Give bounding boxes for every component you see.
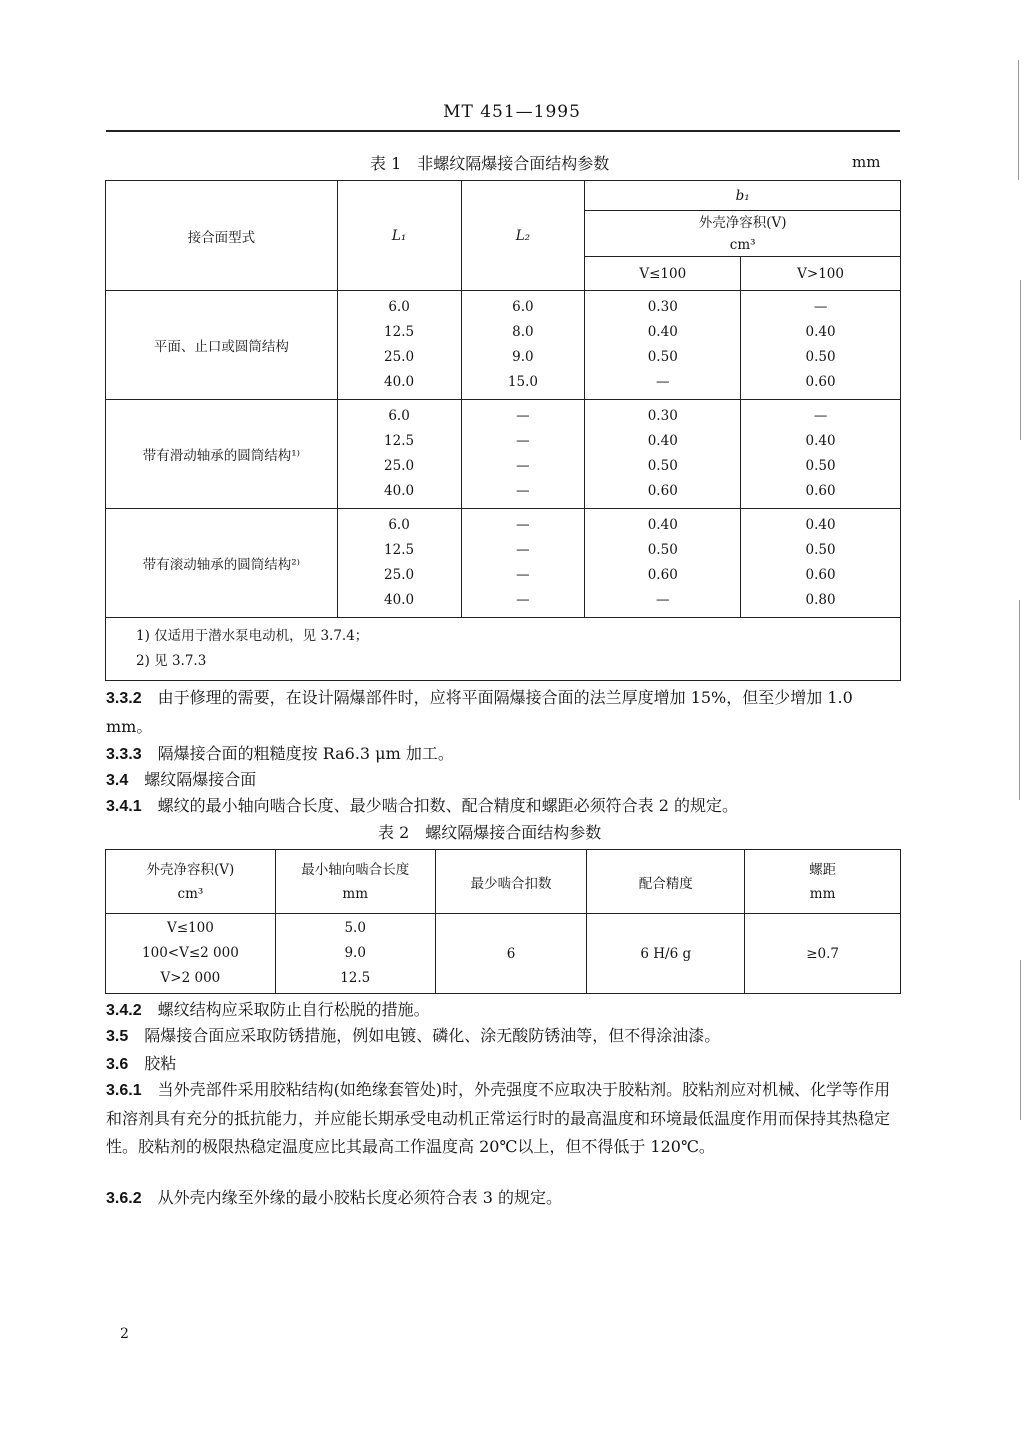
clause-text: 隔爆接合面应采取防锈措施，例如电镀、磷化、涂无酸防锈油等，但不得涂油漆。: [144, 1026, 721, 1045]
cell-value: —: [516, 408, 530, 424]
clause-text: 由于修理的需要，在设计隔爆部件时，应将平面隔爆接合面的法兰厚度增加 15%，但至少增加 1.0 mm。: [106, 688, 853, 736]
table1-unit: mm: [852, 153, 881, 171]
cell-value: —: [656, 592, 670, 608]
table1-group-row: [106, 400, 901, 509]
scan-artifact-line: [1019, 600, 1020, 800]
scan-artifact-line: [1018, 60, 1019, 180]
cell-value: 0.60: [805, 567, 836, 583]
cell-value: 0.40: [647, 324, 678, 340]
t2-pitch-value: ≥0.7: [745, 914, 901, 994]
cell-value: 12.5: [340, 970, 371, 986]
cell-value: 0.50: [805, 458, 836, 474]
cell-value: 0.50: [647, 458, 678, 474]
group-l1-values: [337, 509, 461, 618]
group-l2-values: [461, 291, 585, 400]
clause-text: 螺纹隔爆接合面: [144, 770, 257, 789]
paragraph-3-3-3: [106, 740, 904, 769]
paragraph-3-4-2: [106, 996, 904, 1025]
group-vle-values: [585, 400, 741, 509]
t2-threads-value: 6: [435, 914, 587, 994]
clause-number: 3.4: [106, 772, 129, 789]
cell-value: —: [813, 408, 828, 424]
cell-value: 12.5: [384, 324, 415, 340]
group-vgt-values: [741, 400, 901, 509]
paragraph-3-4-1: [106, 792, 904, 821]
header-v-le: V≤100: [585, 257, 741, 291]
t2-volume-values: [106, 914, 276, 994]
cell-value: 25.0: [384, 567, 415, 583]
page-number: 2: [120, 1326, 129, 1342]
header-volume-unit: cm³: [729, 236, 756, 253]
cell-value: 0.60: [647, 483, 678, 499]
cell-value: 0.40: [805, 517, 836, 533]
cell-value: 0.40: [647, 517, 678, 533]
cell-value: 12.5: [384, 542, 415, 558]
t2-header-pitch: [745, 850, 901, 914]
header-volume: [585, 211, 901, 257]
paragraph-3-5: [106, 1022, 904, 1051]
t2-header-length: [275, 850, 435, 914]
cell-value: 25.0: [384, 458, 415, 474]
table1-group-row: [106, 509, 901, 618]
group-type: 带有滑动轴承的圆筒结构¹⁾: [106, 400, 338, 509]
header-rule: [106, 130, 900, 132]
clause-text: 螺纹的最小轴向啮合长度、最少啮合扣数、配合精度和螺距必须符合表 2 的规定。: [157, 796, 738, 815]
clause-text: 从外壳内缘至外缘的最小胶粘长度必须符合表 3 的规定。: [157, 1188, 562, 1207]
cell-value: 0.30: [647, 408, 678, 424]
paragraph-3-3-2: [106, 684, 904, 741]
cell-value: 40.0: [384, 592, 415, 608]
cell-value: —: [516, 458, 530, 474]
cell-value: 25.0: [384, 349, 415, 365]
cell-value: 6.0: [388, 299, 410, 315]
clause-number: 3.4.2: [106, 1002, 142, 1019]
group-vle-values: [585, 509, 741, 618]
table1-caption: 表 1 非螺纹隔爆接合面结构参数: [370, 154, 610, 173]
cell-value: 6.0: [388, 517, 410, 533]
clause-text: 隔爆接合面的粗糙度按 Ra6.3 μm 加工。: [157, 744, 454, 763]
cell-value: 0.40: [805, 324, 836, 340]
cell-value: —: [516, 433, 530, 449]
cell-value: 0.40: [805, 433, 836, 449]
header-v-gt: V>100: [741, 257, 901, 291]
clause-number: 3.3.2: [106, 690, 142, 707]
cell-value: 0.30: [647, 299, 678, 315]
cell-value: 0.60: [805, 483, 836, 499]
clause-number: 3.4.1: [106, 798, 142, 815]
cell-value: 8.0: [512, 324, 534, 340]
clause-number: 3.3.3: [106, 746, 142, 763]
clause-text: 螺纹结构应采取防止自行松脱的措施。: [157, 1000, 430, 1019]
header-l1: L₁: [337, 181, 461, 291]
t2-header-volume: [106, 850, 276, 914]
t2-header-fit: 配合精度: [587, 850, 745, 914]
group-vgt-values: [741, 509, 901, 618]
group-type: 平面、止口或圆筒结构: [106, 291, 338, 400]
cell-value: —: [516, 483, 530, 499]
table2-caption: 表 2 螺纹隔爆接合面结构参数: [378, 823, 602, 842]
t2-header-length-unit: mm: [342, 885, 369, 902]
cell-value: 0.40: [647, 433, 678, 449]
cell-value: 0.50: [805, 349, 836, 365]
header-type: 接合面型式: [106, 181, 338, 291]
group-vle-values: [585, 291, 741, 400]
cell-value: —: [516, 542, 530, 558]
table1-note: 2) 见 3.7.3: [136, 653, 207, 669]
clause-number: 3.6.1: [106, 1082, 142, 1099]
cell-value: V≤100: [167, 920, 214, 936]
table2: [105, 849, 901, 994]
table1: [105, 180, 901, 681]
cell-value: 9.0: [344, 945, 366, 961]
t2-fit-value: 6 H/6 g: [587, 914, 745, 994]
header-l2: L₂: [461, 181, 585, 291]
page-header: MT 451—1995: [443, 102, 581, 122]
cell-value: 5.0: [344, 920, 366, 936]
t2-length-values: [275, 914, 435, 994]
scan-artifact-line: [1020, 280, 1021, 440]
clause-number: 3.5: [106, 1028, 129, 1045]
cell-value: 15.0: [507, 374, 538, 390]
cell-value: 6.0: [512, 299, 534, 315]
cell-value: 100<V≤2 000: [142, 945, 239, 961]
clause-text: 胶粘: [144, 1054, 177, 1073]
cell-value: —: [516, 517, 530, 533]
cell-value: 12.5: [384, 433, 415, 449]
cell-value: 40.0: [384, 374, 415, 390]
cell-value: —: [516, 592, 530, 608]
cell-value: 0.50: [647, 542, 678, 558]
t2-header-volume-unit: cm³: [177, 885, 204, 902]
table1-group-row: [106, 291, 901, 400]
t2-header-pitch-label: 螺距: [809, 861, 837, 878]
group-l2-values: [461, 400, 585, 509]
t2-header-length-label: 最小轴向啮合长度: [301, 861, 410, 878]
paragraph-3-6-1: [106, 1076, 904, 1161]
cell-value: 40.0: [384, 483, 415, 499]
cell-value: 0.50: [805, 542, 836, 558]
cell-value: 0.80: [805, 592, 836, 608]
clause-number: 3.6.2: [106, 1190, 142, 1207]
table1-note: 1) 仅适用于潜水泵电动机，见 3.7.4；: [136, 628, 369, 644]
cell-value: 0.60: [805, 374, 836, 390]
paragraph-3-6-2: [106, 1184, 904, 1213]
header-b1: b₁: [585, 181, 901, 211]
group-l2-values: [461, 509, 585, 618]
t2-header-volume-label: 外壳净容积(V): [146, 861, 235, 878]
t2-header-threads: 最少啮合扣数: [435, 850, 587, 914]
cell-value: 9.0: [512, 349, 534, 365]
group-type: 带有滚动轴承的圆筒结构²⁾: [106, 509, 338, 618]
clause-number: 3.6: [106, 1056, 129, 1073]
cell-value: —: [516, 567, 530, 583]
table1-notes: [106, 618, 901, 681]
cell-value: —: [813, 299, 828, 315]
header-volume-label: 外壳净容积(V): [698, 214, 787, 231]
clause-text: 当外壳部件采用胶粘结构(如绝缘套管处)时，外壳强度不应取决于胶粘剂。胶粘剂应对机械、化学等作用和溶剂具有充分的抵抗能力，并应能长期承受电动机正常运行时的最高温度和环境最低温度作用而保持其热稳定性。胶粘剂的极限热稳定温度应比其最高工作温度高 20℃以上，但不得低于 120℃。: [106, 1080, 891, 1156]
cell-value: —: [656, 374, 670, 390]
t2-header-pitch-unit: mm: [809, 885, 836, 902]
group-vgt-values: [741, 291, 901, 400]
paragraph-3-4: [106, 766, 904, 795]
cell-value: V>2 000: [160, 970, 221, 986]
scan-artifact-line: [1020, 960, 1021, 1120]
cell-value: 0.60: [647, 567, 678, 583]
group-l1-values: [337, 400, 461, 509]
group-l1-values: [337, 291, 461, 400]
paragraph-3-6: [106, 1050, 904, 1079]
cell-value: 6.0: [388, 408, 410, 424]
cell-value: 0.50: [647, 349, 678, 365]
